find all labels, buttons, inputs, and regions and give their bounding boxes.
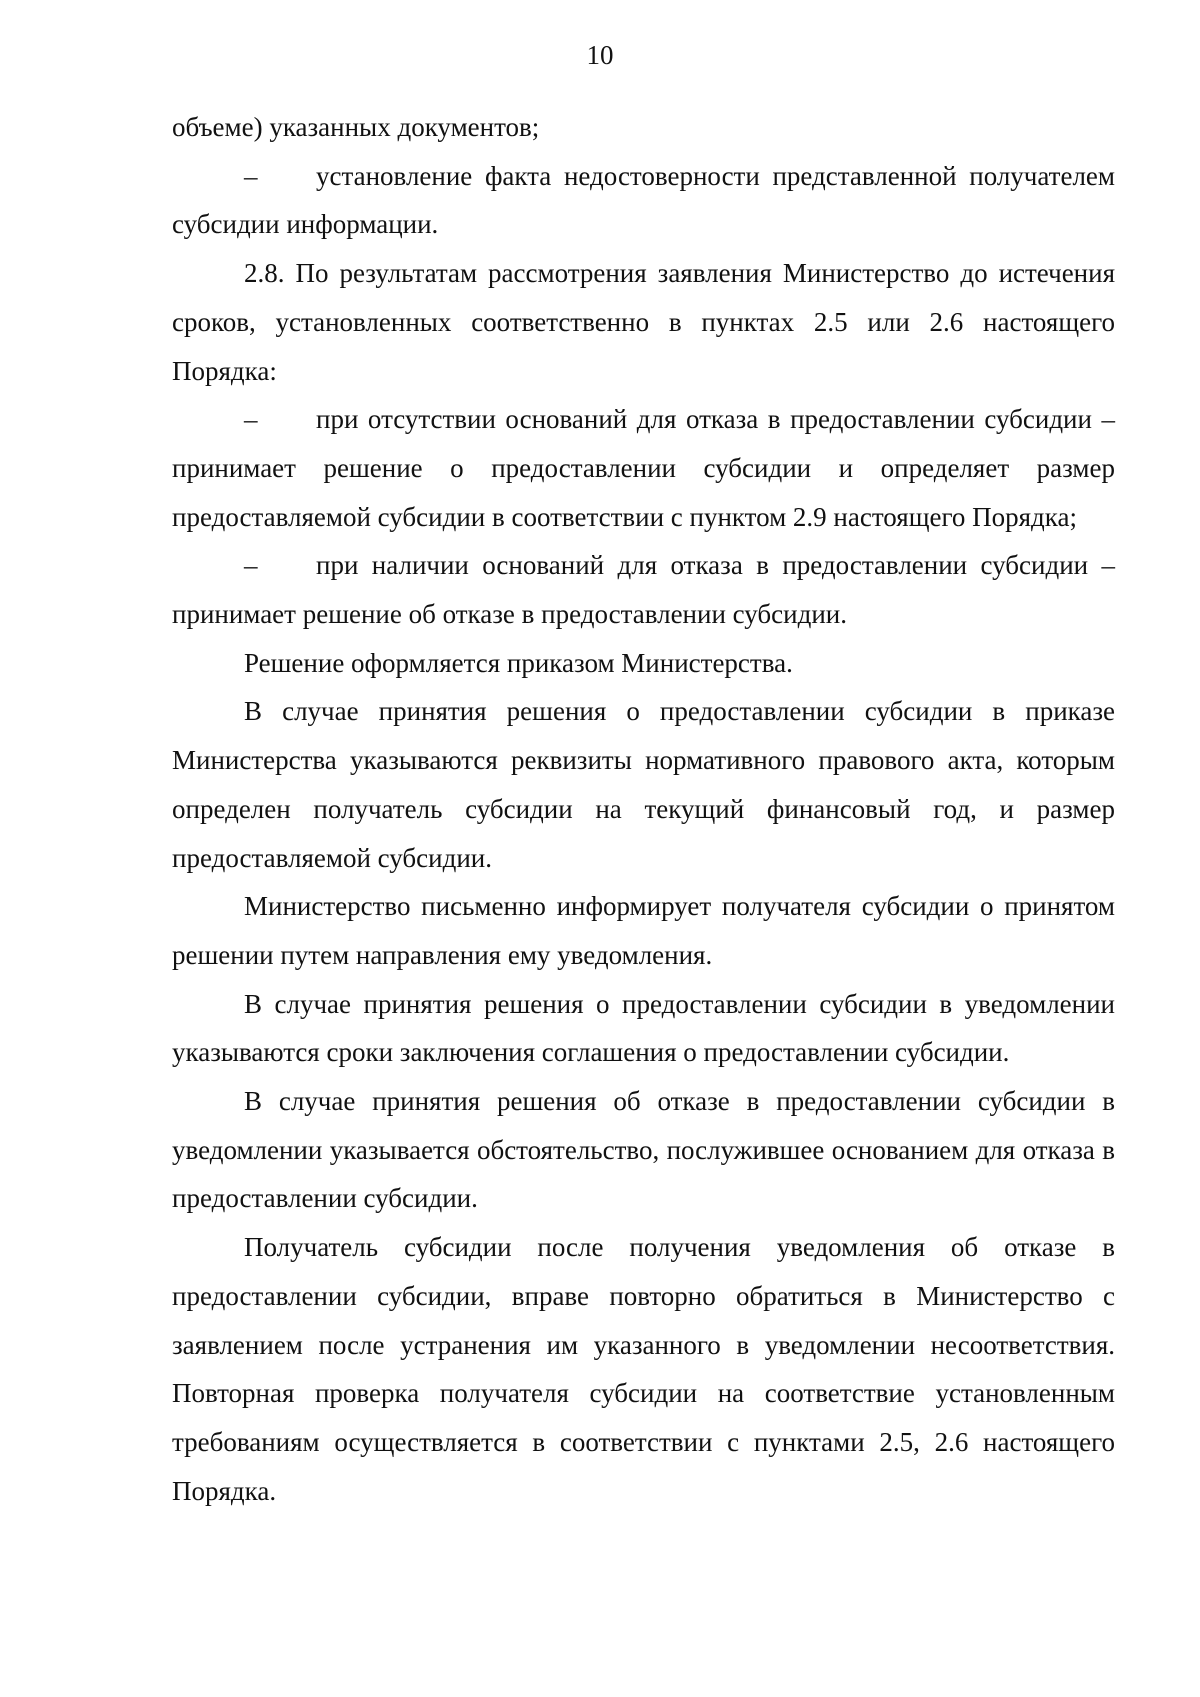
- dash-marker: –: [244, 550, 258, 581]
- list-item: [172, 152, 1115, 249]
- page-number: 10: [586, 40, 614, 70]
- paragraph: [172, 687, 1115, 882]
- list-item-text: установление факта недостоверности представленной получателем субсидии информации.: [172, 160, 1115, 240]
- list-item: [172, 395, 1115, 541]
- paragraph: [172, 249, 1115, 395]
- paragraph-text: Министерство письменно информирует получателя субсидии о принятом решении путем направления ему уведомления.: [172, 891, 1115, 970]
- list-item-text: при наличии оснований для отказа в предоставлении субсидии – принимает решение об отказе в предоставлении субсидии.: [172, 550, 1115, 630]
- paragraph: [172, 639, 1115, 688]
- paragraph-text: 2.8. По результатам рассмотрения заявления Министерство до истечения сроков, установленных соответственно в пунктах 2.5 или 2.6 настоящего Порядка:: [172, 258, 1115, 386]
- paragraph: [172, 980, 1115, 1077]
- paragraph-text: объеме) указанных документов;: [172, 112, 540, 142]
- paragraph-text: В случае принятия решения о предоставлении субсидии в приказе Министерства указываются реквизиты нормативного правового акта, которым определен получатель субсидии на текущий финансовый год, и размер предоставляемой субсидии.: [172, 696, 1115, 873]
- dash-marker: –: [244, 404, 258, 435]
- paragraph: [172, 103, 1115, 152]
- dash-marker: –: [244, 160, 258, 191]
- paragraph-text: Решение оформляется приказом Министерства.: [244, 647, 793, 678]
- paragraph: [172, 1223, 1115, 1515]
- paragraph: [172, 882, 1115, 979]
- paragraph-text: В случае принятия решения о предоставлении субсидии в уведомлении указываются сроки заключения соглашения о предоставлении субсидии.: [172, 988, 1115, 1068]
- list-item-text: при отсутствии оснований для отказа в предоставлении субсидии – принимает решение о предоставлении субсидии и определяет размер предоставляемой субсидии в соответствии с пунктом 2.9 настоящего Порядка;: [172, 404, 1115, 532]
- list-item: [172, 541, 1115, 638]
- document-body: [172, 103, 1115, 1515]
- paragraph: [172, 1077, 1115, 1223]
- paragraph-text: В случае принятия решения об отказе в предоставлении субсидии в уведомлении указывается обстоятельство, послужившее основанием для отказа в предоставлении субсидии.: [172, 1086, 1115, 1214]
- paragraph-text: Получатель субсидии после получения уведомления об отказе в предоставлении субсидии, вправе повторно обратиться в Министерство с заявлением после устранения им указанного в уведомлении несоответствия. Повторная проверка получателя субсидии на соответствие установленным требованиям осуществляется в соответствии с пунктами 2.5, 2.6 настоящего Порядка.: [172, 1232, 1115, 1506]
